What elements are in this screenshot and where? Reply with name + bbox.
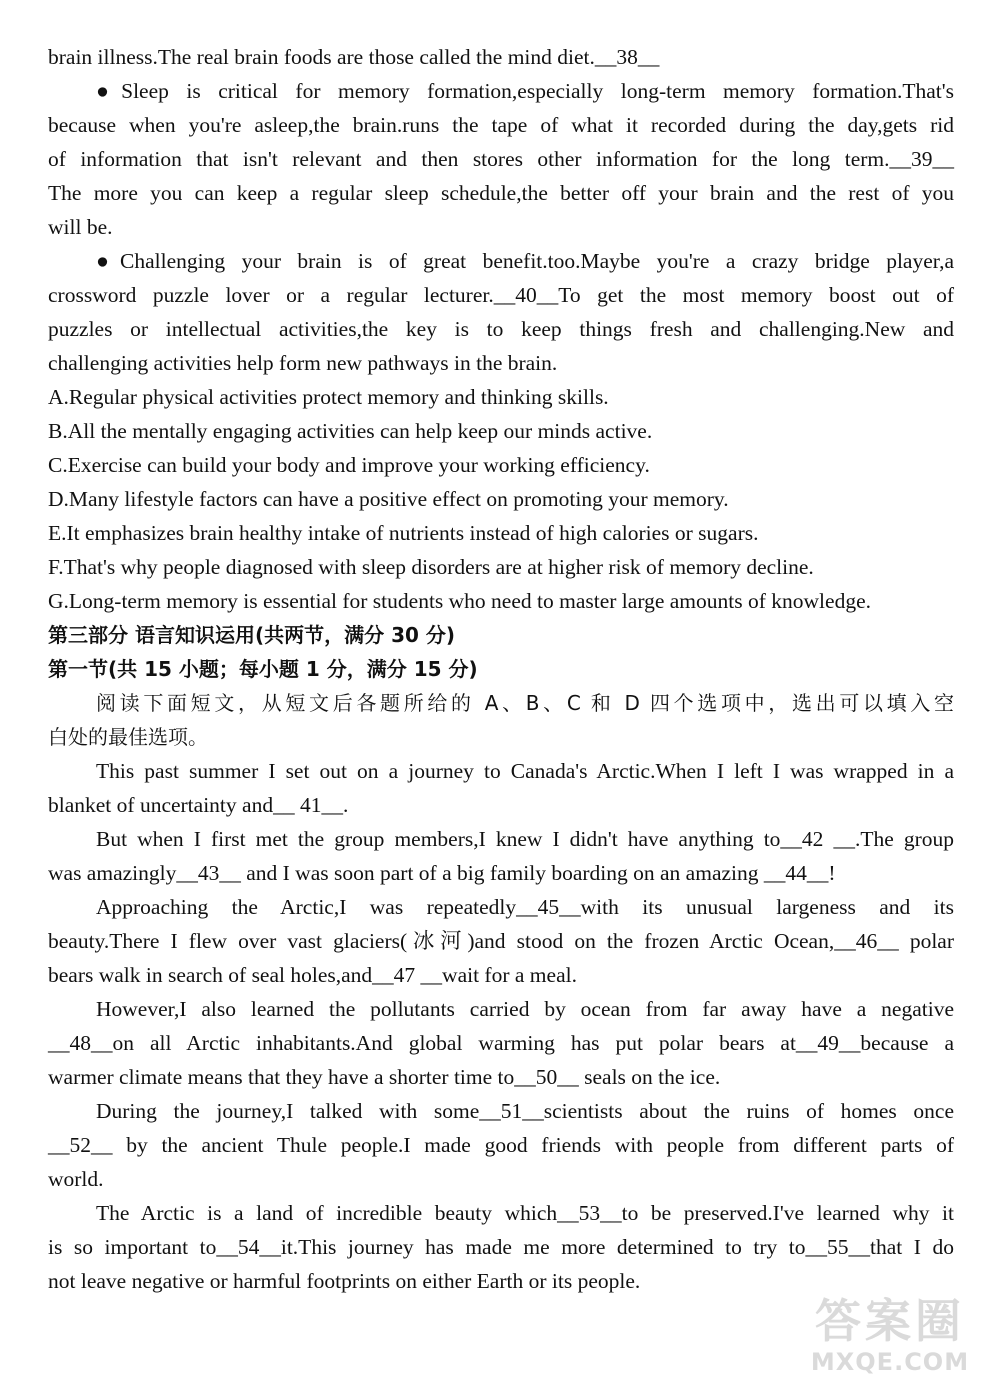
- option-g: G.Long-term memory is essential for students who need to master large amounts of knowledge.: [48, 589, 871, 613]
- passage-line: The more you can keep a regular sleep schedule,the better off your brain and the rest of you: [48, 181, 954, 205]
- passage-line: ●Sleep is critical for memory formation,especially long-term memory formation.That's: [96, 79, 954, 103]
- passage-line: brain illness.The real brain foods are those called the mind diet.__38__: [48, 45, 660, 69]
- section-title: 第三部分 语言知识运用(共两节，满分 30 分): [48, 623, 456, 647]
- cloze-line: was amazingly__43__ and I was soon part of a big family boarding on an amazing __44__!: [48, 861, 836, 885]
- answer-options: [48, 380, 954, 618]
- passage-line: puzzles or intellectual activities,the key is to keep things fresh and challenging.New and: [48, 317, 954, 341]
- cloze-line: This past summer I set out on a journey to Canada's Arctic.When I left I was wrapped in a: [96, 759, 954, 783]
- passage-line: ●Challenging your brain is of great benefit.too.Maybe you're a crazy bridge player,a: [96, 249, 954, 273]
- cloze-line: not leave negative or harmful footprints on either Earth or its people.: [48, 1269, 641, 1293]
- cloze-line: Approaching the Arctic,I was repeatedly__45__with its unusual largeness and its: [96, 895, 954, 919]
- cloze-line: The Arctic is a land of incredible beauty which__53__to be preserved.I've learned why it: [96, 1201, 954, 1225]
- passage-line: challenging activities help form new pathways in the brain.: [48, 351, 558, 375]
- option-a: A.Regular physical activities protect memory and thinking skills.: [48, 385, 609, 409]
- instruction-line: 阅读下面短文，从短文后各题所给的 A、B、C 和 D 四个选项中，选出可以填入空: [96, 691, 954, 715]
- passage-line: because when you're asleep,the brain.runs the tape of what it recorded during the day,gets rid: [48, 113, 954, 137]
- watermark-logo-text: 答案圈: [815, 1294, 965, 1348]
- cloze-paragraph-6: [48, 1196, 954, 1298]
- cloze-line: blanket of uncertainty and__ 41__.: [48, 793, 349, 817]
- cloze-paragraph-2: [48, 822, 954, 890]
- passage-line: crossword puzzle lover or a regular lecturer.__40__To get the most memory boost out of: [48, 283, 954, 307]
- cloze-line: warmer climate means that they have a shorter time to__50__ seals on the ice.: [48, 1065, 721, 1089]
- cloze-paragraph-5: [48, 1094, 954, 1196]
- option-c: C.Exercise can build your body and improve your working efficiency.: [48, 453, 650, 477]
- instruction-line: 白处的最佳选项。: [48, 725, 208, 749]
- cloze-paragraph-3: [48, 890, 954, 992]
- passage-line: will be.: [48, 215, 113, 239]
- document-page: [48, 40, 954, 1298]
- site-watermark: [790, 1295, 990, 1385]
- cloze-line: __48__on all Arctic inhabitants.And global warming has put polar bears at__49__because a: [48, 1031, 954, 1055]
- cloze-line: world.: [48, 1167, 104, 1191]
- section-subtitle: 第一节(共 15 小题；每小题 1 分，满分 15 分): [48, 657, 478, 681]
- option-b: B.All the mentally engaging activities can help keep our minds active.: [48, 419, 653, 443]
- cloze-line: bears walk in search of seal holes,and__47 __wait for a meal.: [48, 963, 577, 987]
- cloze-paragraph-4: [48, 992, 954, 1094]
- cloze-line: But when I first met the group members,I knew I didn't have anything to__42 __.The group: [96, 827, 954, 851]
- option-e: E.It emphasizes brain healthy intake of nutrients instead of high calories or sugars.: [48, 521, 759, 545]
- cloze-paragraph-1: [48, 754, 954, 822]
- passage-line: of information that isn't relevant and then stores other information for the long term.__39__: [48, 147, 954, 171]
- option-d: D.Many lifestyle factors can have a positive effect on promoting your memory.: [48, 487, 729, 511]
- option-f: F.That's why people diagnosed with sleep disorders are at higher risk of memory decline.: [48, 555, 814, 579]
- sleep-paragraph: [48, 74, 954, 244]
- challenge-paragraph: [48, 244, 954, 380]
- cloze-line: During the journey,I talked with some__51__scientists about the ruins of homes once: [96, 1099, 954, 1123]
- watermark-url: MXQE.COM: [810, 1348, 970, 1376]
- cloze-line: is so important to__54__it.This journey has made me more determined to try to__55__that I do: [48, 1235, 954, 1259]
- cloze-line: However,I also learned the pollutants carried by ocean from far away have a negative: [96, 997, 954, 1021]
- cloze-line: beauty.There I flew over vast glaciers(冰河)and stood on the frozen Arctic Ocean,__46__ polar: [48, 929, 954, 953]
- cloze-line: __52__ by the ancient Thule people.I made good friends with people from different parts of: [48, 1133, 954, 1157]
